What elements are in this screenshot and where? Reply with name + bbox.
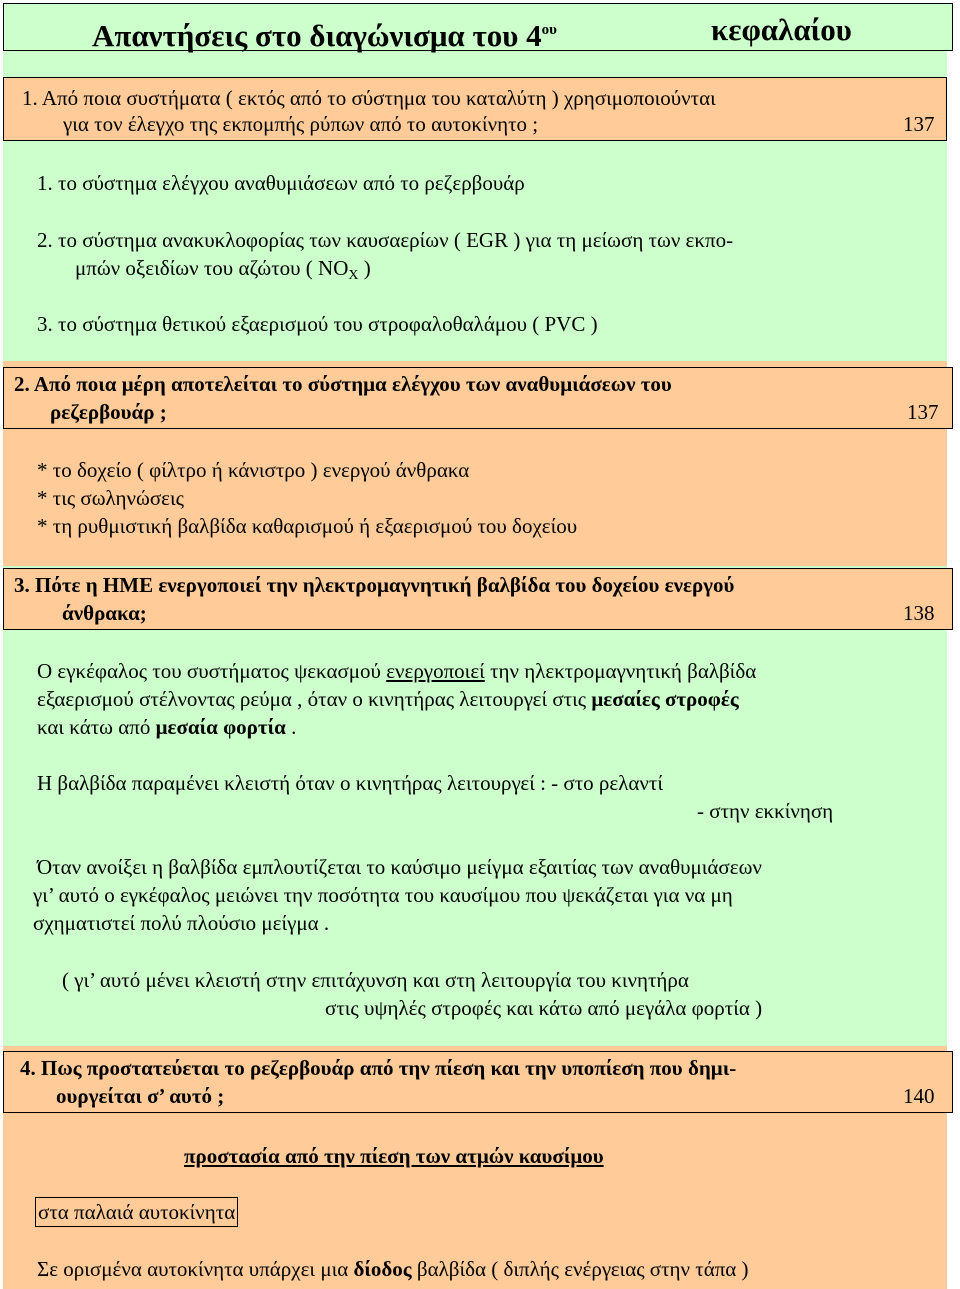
q3-p1-a: Ο εγκέφαλος του συστήματος ψεκασμού bbox=[37, 659, 387, 683]
q3-para3-line2: γι’ αυτό ο εγκέφαλος μειώνει την ποσότητα του καυσίμου που ψεκάζεται για να μη bbox=[33, 883, 733, 907]
question-1-page: 137 bbox=[903, 112, 935, 136]
question-4-line1: 4. Πως προστατεύεται το ρεζερβουάρ από την πίεση και την υποπίεση που δημι- bbox=[20, 1056, 737, 1080]
title-tail: κεφαλαίου bbox=[711, 12, 852, 47]
answer-1-2: 2. το σύστημα ανακυκλοφορίας των καυσαερίων ( EGR ) για τη μείωση των εκπο- bbox=[37, 228, 734, 252]
question-3-line2: άνθρακα; bbox=[62, 601, 147, 625]
q4-last-a: Σε ορισμένα αυτοκίνητα υπάρχει μια bbox=[37, 1257, 354, 1281]
answer-1-2-close: ) bbox=[358, 256, 371, 280]
q3-para1-line3 bbox=[37, 713, 296, 741]
q4-last-line bbox=[37, 1255, 749, 1283]
q3-para2-line1: Η βαλβίδα παραμένει κλειστή όταν ο κινητήρας λειτουργεί : - στο ρελαντί bbox=[37, 771, 663, 795]
title-sup: ου bbox=[541, 22, 557, 38]
question-4-line2: ουργείται σ’ αυτό ; bbox=[56, 1084, 225, 1108]
q4-heading: προστασία από την πίεση των ατμών καυσίμου bbox=[184, 1144, 604, 1168]
q3-para3-line1: Όταν ανοίξει η βαλβίδα εμπλουτίζεται το καύσιμο μείγμα εξαιτίας των αναθυμιάσεων bbox=[37, 855, 762, 879]
question-2-line1: 2. Από ποια μέρη αποτελείται το σύστημα ελέγχου των αναθυμιάσεων του bbox=[14, 372, 672, 396]
q3-p1-line3c: . bbox=[285, 715, 297, 739]
q4-last-bold: δίοδος bbox=[353, 1257, 412, 1281]
page-title bbox=[92, 12, 557, 54]
answer-1-2-text: μπών οξειδίων του αζώτου ( NO bbox=[75, 256, 349, 280]
q3-para3-line3: σχηματιστεί πολύ πλούσιο μείγμα . bbox=[33, 911, 330, 935]
q3-para1-line2 bbox=[37, 685, 739, 713]
question-3-line1: 3. Πότε η ΗΜΕ ενεργοποιεί την ηλεκτρομαγνητική βαλβίδα του δοχείου ενεργού bbox=[14, 573, 735, 597]
title-box bbox=[3, 3, 953, 51]
answer-1-1: 1. το σύστημα ελέγχου αναθυμιάσεων από το ρεζερβουάρ bbox=[37, 171, 525, 195]
title-text: Απαντήσεις στο διαγώνισμα του 4 bbox=[92, 18, 542, 53]
answer-1-2-cont bbox=[75, 254, 371, 290]
q4-old-cars-box: στα παλαιά αυτοκίνητα bbox=[35, 1197, 238, 1227]
q3-p1-bold-middle-load: μεσαία φορτία bbox=[155, 715, 286, 739]
q3-para1-line1 bbox=[37, 657, 756, 685]
q4-last-c: βαλβίδα ( διπλής ενέργειας στην τάπα ) bbox=[411, 1257, 749, 1281]
q3-para4-line2: στις υψηλές στροφές και κάτω από μεγάλα φορτία ) bbox=[325, 996, 763, 1020]
answer-2-3: * τη ρυθμιστική βαλβίδα καθαρισμού ή εξαερισμού του δοχείου bbox=[37, 514, 578, 538]
q3-p1-b: την ηλεκτρομαγνητική βαλβίδα bbox=[484, 659, 757, 683]
question-3-page: 138 bbox=[903, 601, 935, 625]
q3-p1-line3a: και κάτω από bbox=[37, 715, 156, 739]
q3-para2-line2: - στην εκκίνηση bbox=[697, 799, 834, 823]
answer-1-3: 3. το σύστημα θετικού εξαερισμού του στροφαλοθαλάμου ( PVC ) bbox=[37, 312, 598, 336]
q3-p1-underlined: ενεργοποιεί bbox=[386, 659, 485, 683]
subscript-x: X bbox=[348, 268, 359, 283]
answer-2-1: * το δοχείο ( φίλτρο ή κάνιστρο ) ενεργού άνθρακα bbox=[37, 458, 470, 482]
q3-p1-line2a: εξαερισμού στέλνοντας ρεύμα , όταν ο κινητήρας λειτουργεί στις bbox=[37, 687, 592, 711]
q3-para4-line1: ( γι’ αυτό μένει κλειστή στην επιτάχυνση και στη λειτουργία του κινητήρα bbox=[62, 968, 689, 992]
question-4-page: 140 bbox=[903, 1084, 935, 1108]
question-1-line2: για τον έλεγχο της εκπομπής ρύπων από το αυτοκίνητο ; bbox=[63, 112, 539, 136]
answer-2-2: * τις σωληνώσεις bbox=[37, 486, 184, 510]
question-2-line2: ρεζερβουάρ ; bbox=[50, 400, 167, 424]
question-1-line1: 1. Από ποια συστήματα ( εκτός από το σύστημα του καταλύτη ) χρησιμοποιούνται bbox=[22, 86, 716, 110]
q3-p1-bold-middle-rpm: μεσαίες στροφές bbox=[591, 687, 739, 711]
question-2-page: 137 bbox=[907, 400, 939, 424]
